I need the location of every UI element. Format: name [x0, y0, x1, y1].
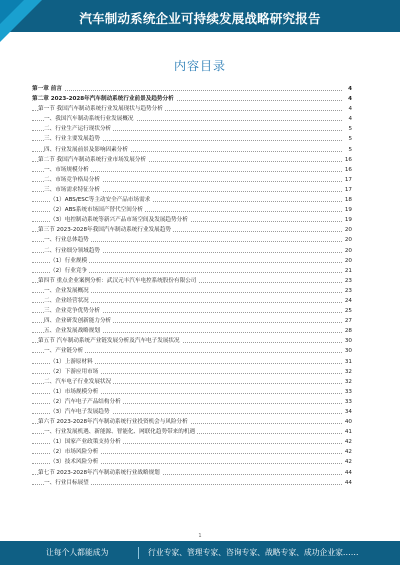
toc-entry-label: 第四节 重点企业案例分析：武汉元丰汽车电控系统股份有限公司: [38, 276, 198, 286]
toc-entry-label: （2）ABS系统市场国产替代空间分析: [50, 205, 145, 215]
toc-entry[interactable]: [32, 346, 352, 356]
toc-leader-dots: [32, 90, 342, 91]
report-title: 汽车制动系统企业可持续发展战略研究报告: [79, 11, 321, 26]
toc-entry-page: 4: [347, 104, 352, 114]
toc-entry-page: 42: [344, 457, 352, 467]
toc-entry[interactable]: [32, 417, 352, 427]
toc-entry-label: （2）下游应用市场: [50, 367, 100, 377]
toc-entry-label: 三、企业竞争优势分析: [44, 306, 102, 316]
toc-entry-label: （1）国家产业政策支持分析: [50, 437, 123, 447]
toc-entry[interactable]: [32, 215, 352, 225]
toc-entry[interactable]: [32, 175, 352, 185]
toc-entry-page: 28: [344, 326, 352, 336]
toc-entry[interactable]: [32, 235, 352, 245]
toc-entry-label: 四、行业发展前景及影响因素分析: [44, 145, 130, 155]
toc-entry[interactable]: [32, 134, 352, 144]
toc-entry-label: 一、市场规模分析: [44, 165, 91, 175]
toc-entry-label: 二、行业生产运行现状分析: [44, 124, 113, 134]
toc-entry[interactable]: [32, 336, 352, 346]
toc-entry[interactable]: [32, 165, 352, 175]
toc-entry[interactable]: [32, 306, 352, 316]
toc-entry-label: 一、行业总体趋势: [44, 235, 91, 245]
toc-entry-label: （3）技术风险分析: [50, 457, 100, 467]
toc-entry[interactable]: [32, 225, 352, 235]
toc-entry-page: 20: [344, 225, 352, 235]
toc-entry-page: 5: [347, 124, 352, 134]
toc-entry-page: 17: [344, 175, 352, 185]
toc-entry[interactable]: [32, 326, 352, 336]
toc-entry-label: 三、行业主要发展趋势: [44, 134, 102, 144]
toc-entry[interactable]: [32, 114, 352, 124]
toc-entry[interactable]: [32, 387, 352, 397]
toc-entry-page: 4: [347, 84, 352, 94]
toc-entry-label: （3）汽车电子发展趋势: [50, 407, 112, 417]
header-corner-accent-inner: [0, 0, 24, 24]
toc-entry-label: （2）行业竞争: [50, 266, 89, 276]
toc-entry[interactable]: [32, 367, 352, 377]
toc-entry-page: 20: [344, 256, 352, 266]
toc-entry-label: （2）汽车电子产品结构分析: [50, 397, 123, 407]
toc-entry-page: 4: [347, 94, 352, 104]
toc-entry-label: 第六节 2023-2028年汽车制动系统行业投资机会与风险分析: [38, 417, 190, 427]
toc-entry-page: 40: [344, 417, 352, 427]
toc-entry-label: 第五节 汽车制动系统产业链发展分析及汽车电子发展状况: [38, 336, 182, 346]
toc-entry[interactable]: [32, 427, 352, 437]
toc-entry[interactable]: [32, 357, 352, 367]
toc-entry-label: 一、行业目标展望: [44, 478, 91, 488]
toc-entry[interactable]: [32, 286, 352, 296]
toc-entry-page: 20: [344, 235, 352, 245]
toc-entry-page: 19: [344, 215, 352, 225]
toc-entry-page: 23: [344, 276, 352, 286]
toc-entry-label: （1）上游原材料: [50, 357, 95, 367]
toc-entry-page: 30: [344, 336, 352, 346]
toc-entry[interactable]: [32, 437, 352, 447]
toc-entry[interactable]: [32, 94, 352, 104]
toc-entry[interactable]: [32, 104, 352, 114]
toc-entry-page: 31: [344, 357, 352, 367]
toc-entry[interactable]: [32, 316, 352, 326]
footer-slogan: 让每个人都能成为: [46, 548, 109, 557]
toc-entry-page: 17: [344, 185, 352, 195]
toc-entry[interactable]: [32, 407, 352, 417]
toc-entry-label: 第一节 我国汽车制动系统行业发展现状与趋势分析: [38, 104, 165, 114]
toc-entry-page: 19: [344, 205, 352, 215]
toc-entry-page: 4: [347, 114, 352, 124]
toc-entry-page: 32: [344, 377, 352, 387]
toc-entry-page: 41: [344, 427, 352, 437]
toc-entry[interactable]: [32, 124, 352, 134]
toc-entry[interactable]: [32, 468, 352, 478]
toc-entry-page: 5: [347, 134, 352, 144]
toc-entry-label: 第一章 前言: [32, 84, 64, 94]
toc-entry-label: 一、企业发展概况: [44, 286, 91, 296]
toc-entry-label: 三、市场需求特征分析: [44, 185, 102, 195]
toc-entry[interactable]: [32, 457, 352, 467]
toc-entry[interactable]: [32, 155, 352, 165]
toc-entry-label: 二、汽车电子行业发展状况: [44, 377, 113, 387]
toc-entry-page: 21: [344, 266, 352, 276]
toc-entry-label: （2）市场风险分析: [50, 447, 100, 457]
toc-entry-label: （1）行业规模: [50, 256, 89, 266]
toc-entry[interactable]: [32, 195, 352, 205]
toc-entry[interactable]: [32, 84, 352, 94]
toc-entry-label: 一、产业链分析: [44, 346, 85, 356]
toc-entry-page: 27: [344, 316, 352, 326]
toc-entry[interactable]: [32, 246, 352, 256]
toc-entry[interactable]: [32, 256, 352, 266]
toc-entry[interactable]: [32, 377, 352, 387]
toc-entry-page: 33: [344, 387, 352, 397]
toc-entry-label: （1）ABS/ESC等主动安全产品市场需求: [50, 195, 152, 205]
toc-entry-label: 第三节 2023-2028年我国汽车制动系统行业发展趋势: [38, 225, 173, 235]
toc-entry[interactable]: [32, 296, 352, 306]
toc-entry-label: 一、行业发展机遇、新能源、智能化、网联化趋势带来的机遇: [44, 427, 197, 437]
toc-entry-page: 34: [344, 407, 352, 417]
toc-entry-page: 44: [344, 478, 352, 488]
toc-entry-label: 四、企业研发创新能力分析: [44, 316, 113, 326]
footer-divider: [138, 547, 139, 559]
toc-entry-label: （3）电控制动系统等新兴产品市场空间及发展趋势分析: [50, 215, 190, 225]
footer-tagline: 行业专家、管理专家、咨询专家、战略专家、成功企业家……: [148, 548, 359, 557]
toc-entry[interactable]: [32, 266, 352, 276]
toc-entry-page: 24: [344, 296, 352, 306]
toc-entry-page: 5: [347, 145, 352, 155]
toc-entry-page: 23: [344, 286, 352, 296]
toc-entry-page: 32: [344, 367, 352, 377]
table-of-contents: [32, 84, 352, 488]
toc-entry-page: 30: [344, 346, 352, 356]
toc-entry[interactable]: [32, 447, 352, 457]
toc-entry-page: 20: [344, 246, 352, 256]
toc-entry-label: 二、行业细分领域趋势: [44, 246, 102, 256]
page-number: 1: [198, 533, 202, 539]
toc-entry-label: 第七节 2023-2028年汽车制动系统行业战略规划: [38, 468, 162, 478]
toc-entry[interactable]: [32, 276, 352, 286]
page-footer: [0, 541, 400, 565]
toc-entry-page: 44: [344, 468, 352, 478]
toc-entry-label: 二、企业经营状况: [44, 296, 91, 306]
toc-entry[interactable]: [32, 397, 352, 407]
toc-entry[interactable]: [32, 185, 352, 195]
page-header: [0, 0, 400, 32]
toc-entry[interactable]: [32, 205, 352, 215]
toc-entry[interactable]: [32, 145, 352, 155]
toc-entry-page: 25: [344, 306, 352, 316]
toc-entry-label: （1）市场规模分析: [50, 387, 100, 397]
toc-heading: 内容目录: [173, 59, 226, 73]
toc-entry-page: 18: [344, 195, 352, 205]
toc-entry[interactable]: [32, 478, 352, 488]
toc-entry-label: 五、企业发展战略规划: [44, 326, 102, 336]
toc-entry-label: 一、我国汽车制动系统行业发展概况: [44, 114, 136, 124]
toc-entry-page: 42: [344, 437, 352, 447]
toc-entry-page: 16: [344, 165, 352, 175]
toc-entry-label: 二、市场竞争格局分析: [44, 175, 102, 185]
toc-entry-label: 第二节 我国汽车制动系统行业市场发展分析: [38, 155, 148, 165]
toc-entry-page: 16: [344, 155, 352, 165]
toc-entry-page: 33: [344, 397, 352, 407]
toc-entry-page: 42: [344, 447, 352, 457]
toc-entry-label: 第二章 2023-2028年汽车制动系统行业前景及趋势分析: [32, 94, 176, 104]
